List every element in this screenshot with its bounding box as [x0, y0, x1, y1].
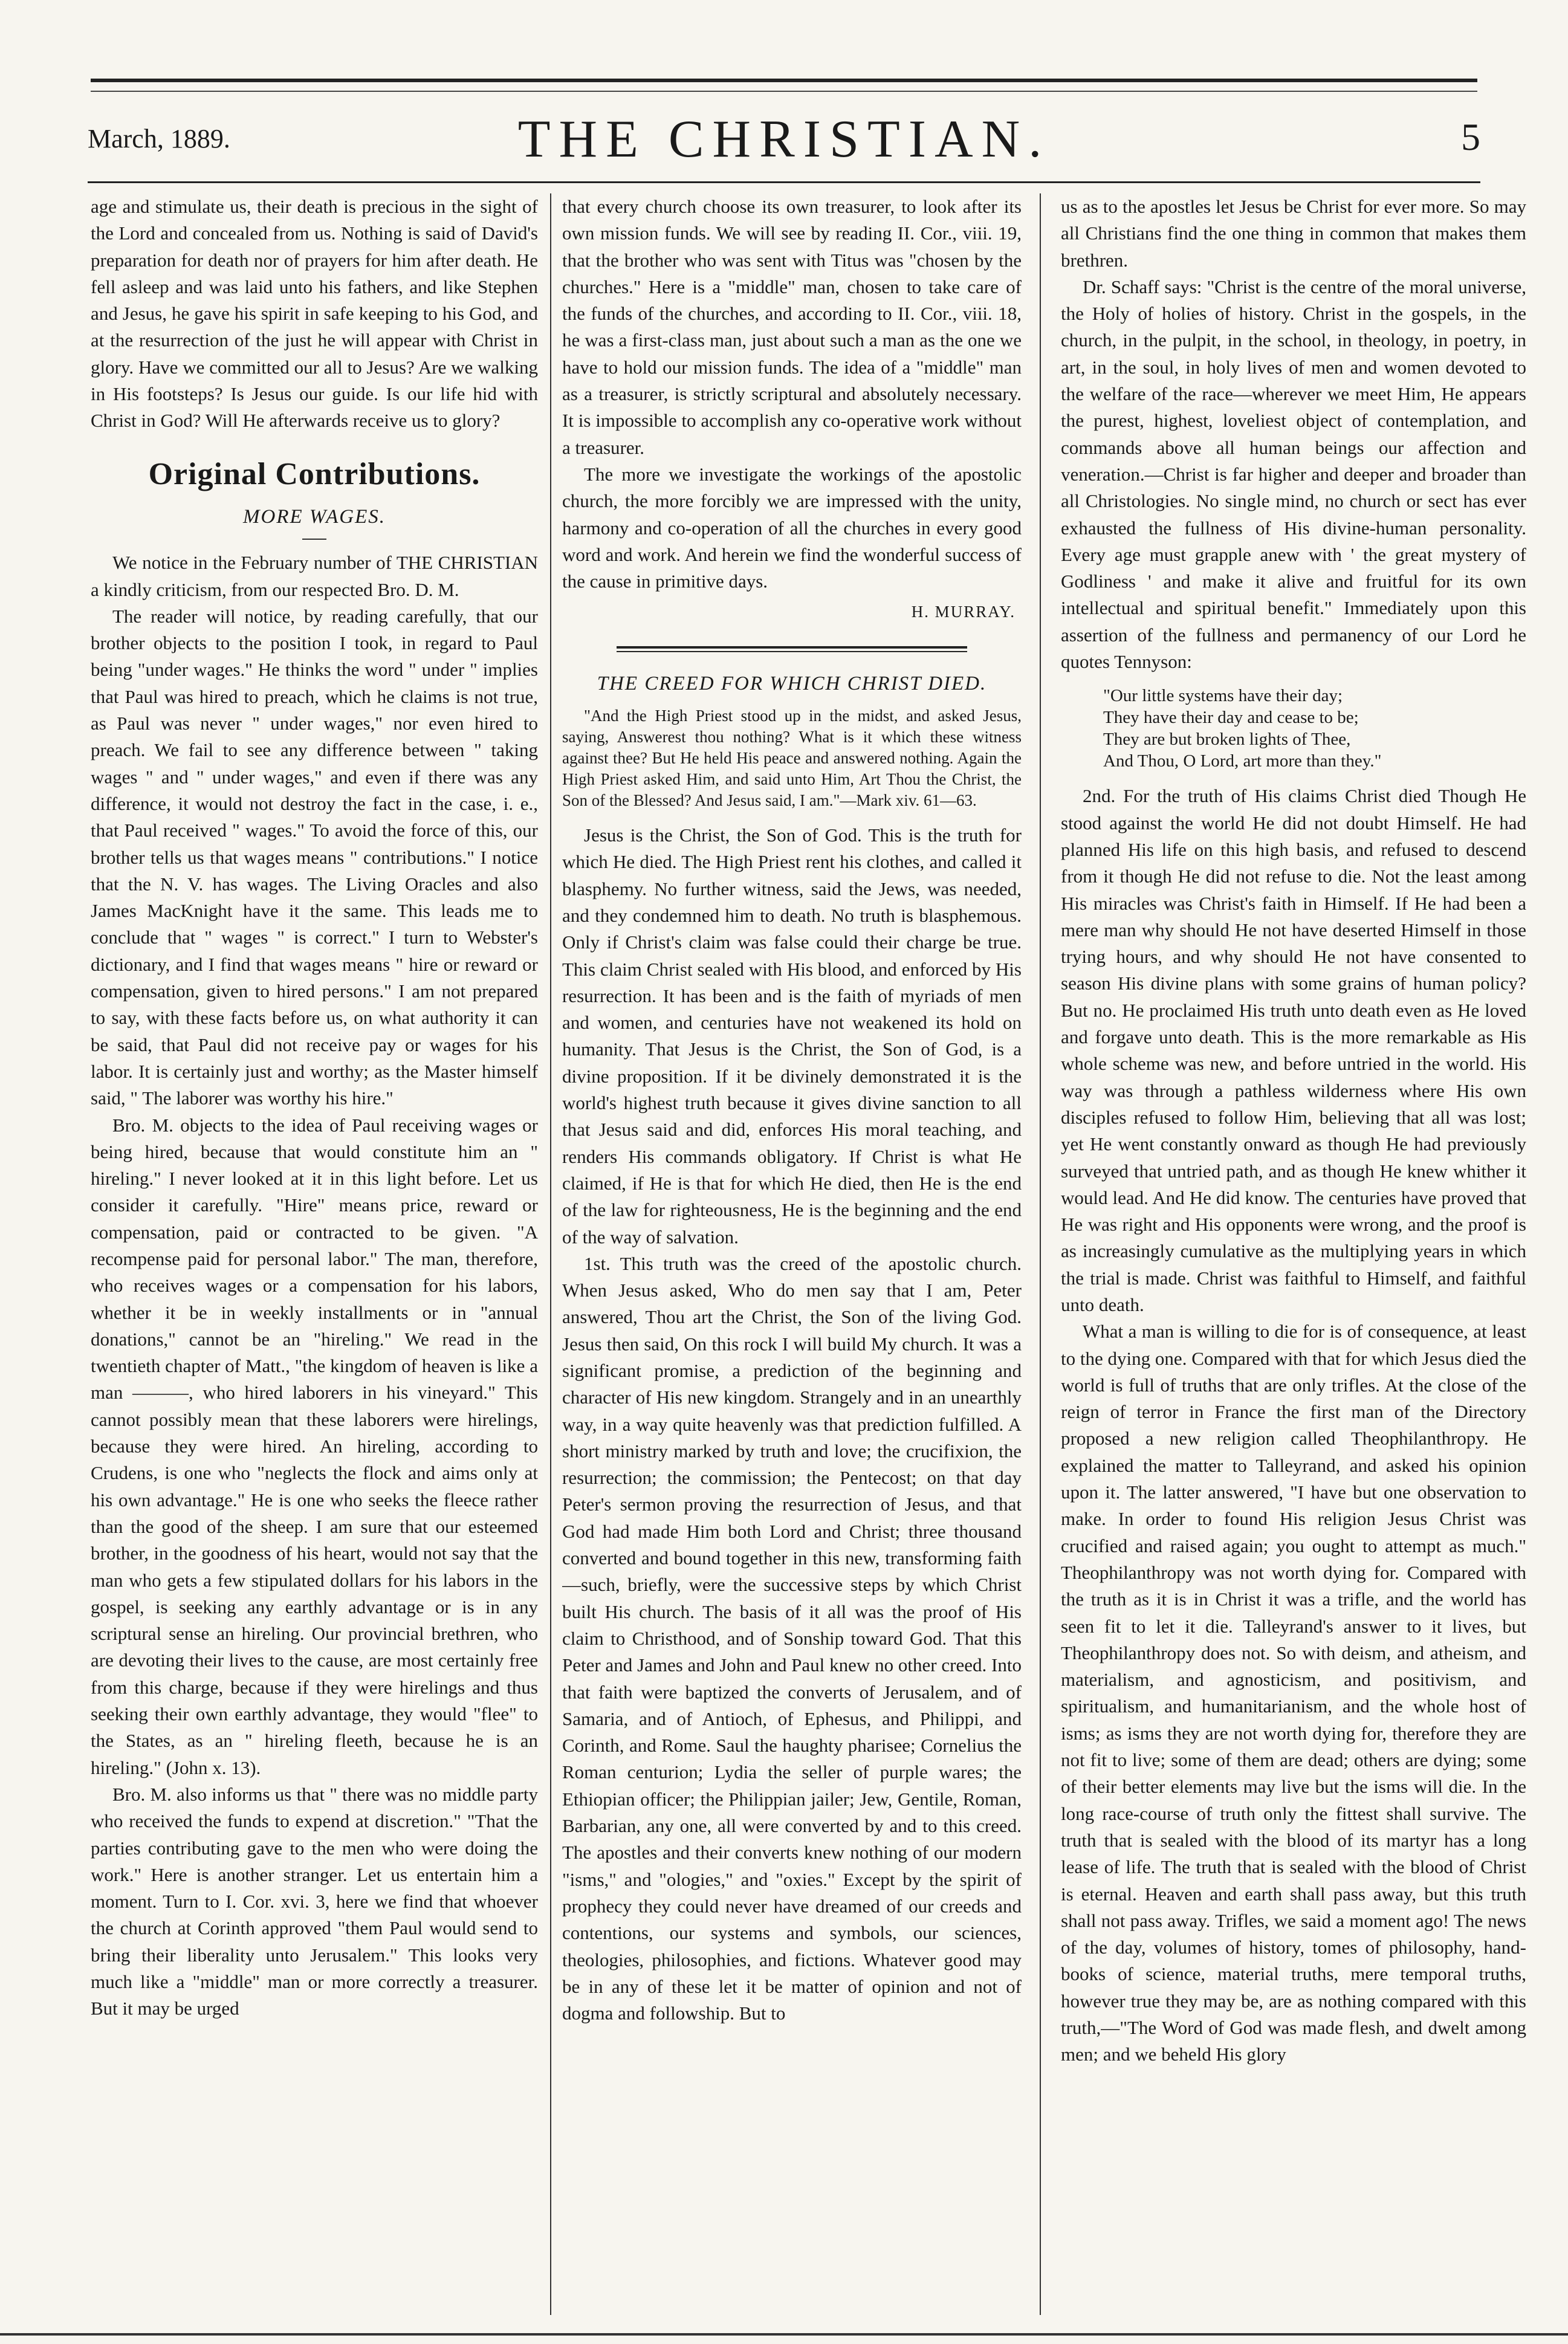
article-title: MORE WAGES.	[243, 505, 386, 528]
poem-line: And Thou, O Lord, art more than they."	[1103, 751, 1382, 771]
paragraph: The more we investigate the workings of the apostolic church, the more forcibly we are impressed with the unity, harmony and co-operation of all the churches in every good word and work. And herein we find the wonderful success of the cause in primitive days.	[562, 463, 1022, 592]
top-border-rule-thin	[91, 91, 1477, 92]
bottom-border-rule	[0, 2333, 1568, 2336]
article-separator	[617, 646, 967, 649]
issue-date: March, 1889.	[88, 124, 230, 154]
poem-quote	[1103, 685, 1526, 772]
column-3	[1061, 193, 1526, 2315]
column-divider	[1040, 193, 1041, 2315]
column-1	[91, 193, 538, 2315]
paragraph: We notice in the February number of THE CHRISTIAN a kindly criticism, from our respected Bro. D. M.	[91, 552, 538, 600]
article-separator-thin	[617, 651, 967, 652]
paragraph: that every church choose its own treasurer, to look after its own mission funds. We will see by reading II. Cor., viii. 19, that the brother who was sent with Titus was "chosen by the churches." Here is a "middle" man, chosen to take care of the funds of the churches, and according to II. Cor., viii. 18, he was a first-class man, just about such a man as the one we have to hold our mission funds. The idea of a "middle" man as a treasurer, is strictly scriptural and absolutely necessary. It is impossible to accomplish any co-operative work without a treasurer.	[562, 196, 1022, 458]
paragraph: 1st. This truth was the creed of the apostolic church. When Jesus asked, Who do men say that I am, Peter answered, Thou art the Christ, the Son of the living God. Jesus then said, On this rock I will build My church. It was a significant promise, a prediction of the beginning and character of His new kingdom. Strangely and in an unearthly way, in a way quite heavenly was that prediction fulfilled. A short ministry marked by truth and love; the crucifixion, the resurrection; the commission; the Pentecost; on that day Peter's sermon proving the resurrection of Jesus, and that God had made Him both Lord and Christ; three thousand converted and bound together in this new, transforming faith —such, briefly, were the successive steps by which Christ built His church. The basis of it all was the proof of His claim to Christhood, and of Sonship toward God. That this Peter and James and John and Paul knew no other creed. Into that faith were baptized the converts of Jerusalem, and of Samaria, and of Antioch, of Ephesus, and Philippi, and Corinth, and Rome. Saul the haughty pharisee; Cornelius the Roman centurion; Lydia the seller of purple wares; the Ethiopian officer; the Philippian jailer; Jew, Gentile, Roman, Barbarian, any one, all were converted by and to this creed. The apostles and their converts knew nothing of our modern "isms," and "ologies," and "oxies." Except by the spirit of prophecy they could never have dreamed of our creeds and contentions, our systems and symbols, our sciences, theologies, philosophies, and fictions. Whatever good may be in any of these let it be matter of opinion and not of dogma and followship. But to	[562, 1252, 1022, 2024]
newspaper-title: THE CHRISTIAN.	[517, 110, 1051, 169]
epigraph: "And the High Priest stood up in the midst, and asked Jesus, saying, Answerest thou nothing? What is it which these witness against thee? But He held His peace and answered nothing. Again the High Priest asked Him, and said unto Him, Art Thou the Christ, the Son of the Blessed? And Jesus said, I am."—Mark xiv. 61—63.	[562, 707, 1022, 810]
masthead-rule	[88, 181, 1480, 183]
poem-line: They are but broken lights of Thee,	[1103, 730, 1351, 749]
masthead	[88, 103, 1480, 175]
paragraph: Dr. Schaff says: "Christ is the centre of the moral universe, the Holy of holies of history. Christ in the gospels, in the church, in the pulpit, in the school, in theology, in poetry, in art, in the soul, in holy lives of men and women devoted to the welfare of the race—wherever we meet Him, He appears the purest, highest, loveliest object of contemplation, and commands above all human beings our affection and veneration.—Christ is far higher and deeper and broader than all Christologies. No single mind, no church or sect has ever exhausted the fullness of His divine-human personality. Every age must grapple anew with ' the great mystery of Godliness ' and make it alive and fruitful for its own intellectual and spiritual benefit." Immediately upon this assertion of the fullness and permanency of our Lord he quotes Tennyson:	[1061, 276, 1526, 673]
poem-line: "Our little systems have their day;	[1103, 686, 1343, 706]
column-divider	[550, 193, 551, 2315]
section-heading: Original Contributions.	[148, 456, 481, 491]
poem-line: They have their day and cease to be;	[1103, 708, 1359, 728]
paragraph: age and stimulate us, their death is precious in the sight of the Lord and concealed from us. Nothing is said of David's preparation for death nor of prayers for him after death. He fell asleep and was laid unto his fathers, and like Stephen and Jesus, he gave his spirit in safe keeping to his God, and at the resurrection of the just he will appear with Christ in glory. Have we committed our all to Jesus? Are we walking in His footsteps? Is Jesus our guide. Is our life hid with Christ in God? Will He afterwards receive us to glory?	[91, 196, 538, 432]
paragraph: The reader will notice, by reading carefully, that our brother objects to the position I took, in regard to Paul being "under wages." He thinks the word " under " implies that Paul was hired to preach, which he claims is not true, as Paul was never " under wages," nor even hired to preach. We fail to see any difference between " taking wages " and " under wages," and even if there was any difference, it would not destroy the fact in the case, i. e., that Paul received " wages." To avoid the force of this, our brother tells us that wages means " contributions." I notice that the N. V. has wages. The Living Oracles and also James MacKnight have it the same. This leads me to conclude that " wages " is correct." I turn to Webster's dictionary, and I find that wages means " hire or reward or compensation, given to hired persons." I am not prepared to say, with these facts before us, on what authority it can be said, that Paul did not receive pay or wages for his labor. It is certainly just and worthy; as the Master himself said, " The laborer was worthy his hire."	[91, 605, 538, 1109]
paragraph: Bro. M. also informs us that " there was no middle party who received the funds to expend at discretion." "That the parties contributing gave to the men who were doing the work." Here is another stranger. Let us entertain him a moment. Turn to I. Cor. xvi. 3, here we find that whoever the church at Corinth approved "them Paul would send to bring their liberality unto Jerusalem." This looks very much like a "middle" man or more correctly a treasurer. But it may be urged	[91, 1783, 538, 2019]
page-number: 5	[1461, 115, 1480, 158]
paragraph: Bro. M. objects to the idea of Paul receiving wages or being hired, because that would constitute him an " hireling." I never looked at it in this light before. Let us consider it carefully. "Hire" means price, reward or compensation, paid or contracted to be given. "A recompense paid for personal labor." The man, therefore, who receives wages or a compensation for his labors, whether it be in weekly installments or in "annual donations," cannot be an "hireling." We read in the twentieth chapter of Matt., "the kingdom of heaven is like a man ———, who hired laborers in his vineyard." This cannot possibly mean that these laborers were hirelings, because they were hired. An hireling, according to Crudens, is one who "neglects the flock and aims only at his own advantage." He is one who seeks the fleece rather than the good of the sheep. I am sure that our esteemed brother, in the goodness of his heart, would not say that the man who gets a few stipulated dollars for his labors in the gospel, is seeking any earthly advantage or is in any scriptural sense an hireling. Our provincial brethren, who are devoting their lives to the cause, are most certainly free from this charge, because if they were hirelings and thus seeking their own earthly advantage, they would "flee" to the States, as an " hireling fleeth, because he is an hireling." (John x. 13).	[91, 1114, 538, 1778]
title-rule	[302, 539, 326, 540]
paragraph: Jesus is the Christ, the Son of God. This is the truth for which He died. The High Priest rent his clothes, and called it blasphemy. No further witness, said the Jews, was needed, and they condemned him to death. No truth is blasphemous. Only if Christ's claim was false could their charge be true. This claim Christ sealed with His blood, and enforced by His resurrection. It has been and is the faith of myriads of men and women, and centuries have not weakened its hold on humanity. That Jesus is the Christ, the Son of God, is a divine proposition. If it be divinely demonstrated it is the world's highest truth because it gives divine sanction to all that Jesus said and did, enforces His moral teaching, and renders His commands obligatory. If Christ is what He claimed, if He is that for which He died, then He is the end of the law for righteousness, He is the beginning and the end of the way of salvation.	[562, 824, 1022, 1248]
article-title: THE CREED FOR WHICH CHRIST DIED.	[597, 672, 987, 694]
paragraph: us as to the apostles let Jesus be Christ for ever more. So may all Christians find the one thing in common that makes them brethren.	[1061, 196, 1526, 271]
top-border-rule	[91, 79, 1477, 82]
author-signature: H. MURRAY.	[911, 603, 1016, 621]
paragraph: What a man is willing to die for is of consequence, at least to the dying one. Compared with that for which Jesus died the world is full of truths that are only trifles. At the close of the reign of terror in France the first man of the Directory proposed a new religion called Theophilanthropy. He explained the matter to Talleyrand, and asked his opinion upon it. The latter answered, "I have but one observation to make. In order to found His religion Jesus Christ was crucified and raised again; you ought to attempt as much." Theophilanthropy was not worth dying for. Compared with the truth as it is in Christ it was a trifle, and the world has seen fit to let it die. Talleyrand's answer to it lives, but Theophilanthropy does not. So with deism, and atheism, and materialism, and agnosticism, and positivism, and spiritualism, and humanitarianism, and the whole host of isms; as isms they are not worth dying for, therefore they are not fit to live; some of them are dead; others are dying; some of their better elements may live but the isms will die. In the long race-course of truth only the fittest shall survive. The truth that is sealed with the blood of its martyr has a long lease of life. The truth that is sealed with the blood of Christ is eternal. Heaven and earth shall pass away, but this truth shall not pass away. Trifles, we said a moment ago! The news of the day, volumes of history, tomes of philosophy, hand-books of science, material truths, mere temporal truths, however true they may be, are as nothing compared with this truth,—"The Word of God was made flesh, and dwelt among men; and we beheld His glory	[1061, 1321, 1526, 2065]
paragraph: 2nd. For the truth of His claims Christ died Though He stood against the world He did not doubt Himself. He had planned His life on this high basis, and refused to descend from it though He did not refuse to die. Not the least among His miracles was Christ's faith in Himself. If He had been a mere man why should He not have deserted Himself in those trying hours, and why should He not have consented to season His divine plans with some grains of human policy? But no. He proclaimed His truth unto death even as He loved and forgave unto death. This is the more remarkable as His whole scheme was new, and before untried in the world. His way was through a pathless wilderness where His own disciples refused to follow Him, believing that all was lost; yet He went constantly onward as though He had previously surveyed that untried path, and as though He knew whither it would lead. And He did know. The centuries have proved that He was right and His opponents were wrong, and the proof is as increasingly cumulative as the multiplying years in which the trial is made. Christ was faithful to Himself, and faithful unto death.	[1061, 785, 1526, 1315]
column-2	[562, 193, 1022, 2315]
